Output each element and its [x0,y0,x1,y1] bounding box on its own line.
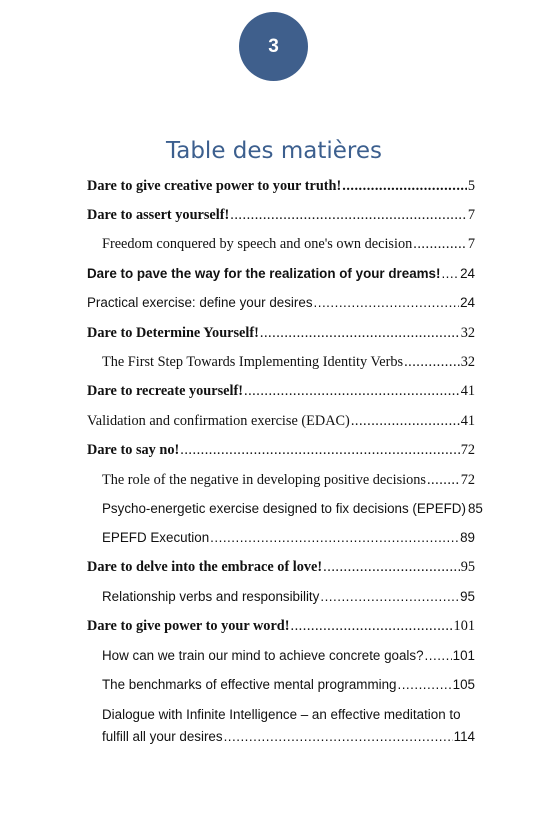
toc-entry[interactable] [87,558,475,576]
toc-entry-page: 24 [460,295,475,310]
toc-entry-line1[interactable]: Dialogue with Infinite Intelligence – an effective meditation to [102,707,461,722]
dot-leader [320,588,459,606]
toc-entry-page: 95 [460,589,475,604]
toc-entry-page: 95 [460,559,475,575]
toc-entry-page: 41 [460,413,475,429]
dot-leader [342,177,467,195]
toc-entry-title: The role of the negative in developing positive decisions [102,472,426,488]
toc-entry[interactable] [87,382,475,400]
toc-entry-page: 72 [460,442,475,458]
toc-entry-title: Relationship verbs and responsibility [102,589,320,604]
toc-entry[interactable] [87,324,475,342]
dot-leader [224,728,453,746]
dot-leader [441,265,459,283]
dot-leader [323,558,460,576]
toc-entry[interactable] [87,617,475,635]
toc-title: Table des matières [166,138,382,164]
toc-entry[interactable] [102,647,475,665]
toc-entry-page: 85 [467,501,483,516]
toc-entry-title: How can we train our mind to achieve concrete goals? [102,648,424,663]
toc-entry-page: 41 [460,383,475,399]
toc-entry-title: Practical exercise: define your desires [87,295,313,310]
dot-leader [397,676,451,694]
dot-leader [404,353,460,371]
toc-entry[interactable] [102,235,475,253]
dot-leader [230,206,467,224]
toc-entry-page: 32 [460,325,475,341]
toc-entry-title: The benchmarks of effective mental programming [102,677,397,692]
page-number-badge: 3 [239,12,308,81]
dot-leader [210,529,459,547]
dot-leader [180,441,459,459]
toc-entry-title: Dare to Determine Yourself! [87,325,259,341]
toc-entry[interactable] [102,676,475,694]
dot-leader [314,294,460,312]
toc-entry-page: 114 [453,729,475,744]
toc-entry-title: Dare to say no! [87,442,180,458]
toc-entry-title: EPEFD Execution [102,530,210,545]
toc-entry-page: 101 [453,618,475,634]
toc-entry[interactable] [102,353,475,371]
toc-entry[interactable] [87,294,475,312]
toc-entry-title: Dare to give power to your word! [87,618,290,634]
toc-entry-page: 105 [452,677,475,692]
toc-entry[interactable] [87,441,475,459]
dot-leader [413,235,467,253]
toc-entry-page: 72 [460,472,475,488]
toc-entry[interactable] [87,412,475,430]
dot-leader [244,382,460,400]
toc-entry-page: 24 [460,266,475,281]
toc-entry[interactable] [102,500,483,518]
dot-leader [291,617,453,635]
toc-entry-page: 101 [452,648,475,663]
toc-entry[interactable] [87,177,475,195]
toc-entry[interactable] [102,471,475,489]
toc-entry[interactable] [87,265,475,283]
toc-entry-title: The First Step Towards Implementing Identity Verbs [102,354,404,370]
dot-leader [425,647,452,665]
toc-entry[interactable] [87,206,475,224]
toc-entry-title: Dare to pave the way for the realization of your dreams! [87,266,441,281]
toc-entry-title: Dare to assert yourself! [87,207,230,223]
dot-leader [260,324,460,342]
toc-entry-page: 5 [467,178,475,194]
toc-entry-title: Psycho-energetic exercise designed to fix decisions (EPEFD) [102,501,466,516]
toc-entry[interactable] [102,588,475,606]
toc-entry-title: fulfill all your desires [102,729,223,744]
toc-entry-title: Dare to delve into the embrace of love! [87,559,323,575]
toc-entry-title: Freedom conquered by speech and one's own decision [102,236,413,252]
toc-entry-page: 7 [467,207,475,223]
dot-leader [351,412,460,430]
toc-entry[interactable] [102,728,475,746]
toc-entry-page: 32 [460,354,475,370]
toc-entry-page: 7 [467,236,475,252]
dot-leader [427,471,460,489]
toc-entry-title: Validation and confirmation exercise (EDAC) [87,413,350,429]
toc-entry-page: 89 [460,530,475,545]
toc-entry-title: Dare to recreate yourself! [87,383,244,399]
toc-entry[interactable] [102,529,475,547]
toc-entry-title: Dare to give creative power to your truth! [87,178,342,194]
